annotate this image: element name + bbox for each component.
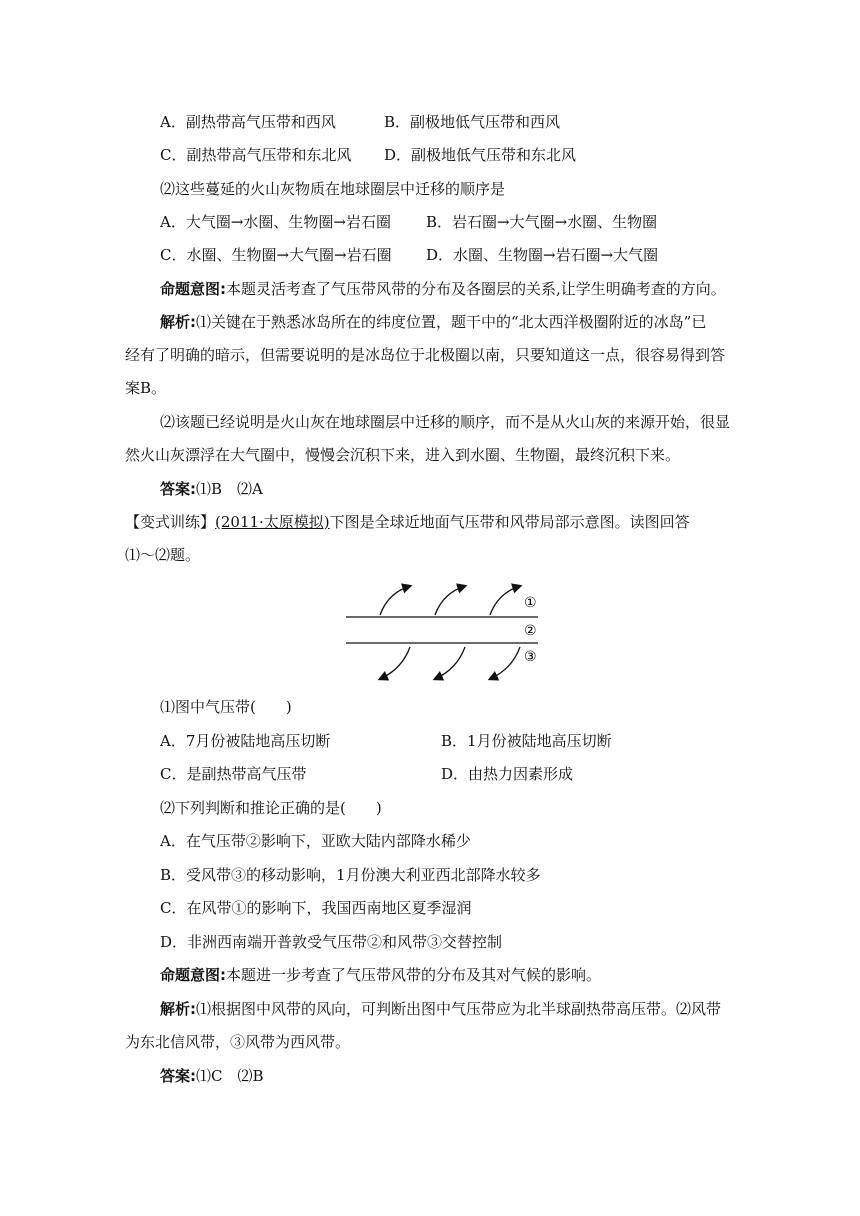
intent-2-label: 命题意图: [160,966,226,984]
answer-1-label: 答案: [160,480,196,498]
q2-option-a: A．大气圈→水圈、生物圈→岩石圈 [160,213,391,231]
wind-arrow-upper-2 [435,586,465,615]
analysis-1-line-4: ⑵该题已经说明是火山灰在地球圈层中迁移的顺序，而不是从火山灰的来源开始，很显 [160,413,731,431]
q2-option-c: C．水圈、生物圈→大气圈→岩石圈 [160,246,392,264]
intent-2-text: 本题进一步考查了气压带风带的分布及其对气候的影响。 [226,966,602,984]
variant-text: 下图是全球近地面气压带和风带局部示意图。读图回答 [329,513,690,531]
intent-1 [160,279,726,299]
analysis-2-label: 解析: [160,1000,196,1018]
vq1-option-a: A．7月份被陆地高压切断 [160,732,331,750]
diagram-label-2: ② [524,623,537,639]
intent-1-text: 本题灵活考查了气压带风带的分布及各圈层的关系,让学生明确考查的方向。 [226,280,726,298]
answer-2 [160,1066,264,1086]
answer-1 [160,479,263,499]
vq1-stem: ⑴图中气压带( ) [160,698,292,716]
vq1-option-d: D．由热力因素形成 [441,765,574,783]
variant-intro [125,512,690,532]
wind-arrow-lower-2 [435,647,465,679]
analysis-2-line-2: 为东北信风带，③风带为西风带。 [125,1033,351,1051]
wind-arrow-lower-3 [490,647,520,679]
variant-line-2: ⑴～⑵题。 [125,546,201,564]
answer-2-label: 答案: [160,1067,196,1085]
vq2-option-d: D．非洲西南端开普敦受气压带②和风带③交替控制 [160,933,503,951]
answer-1-text: ⑴B ⑵A [196,480,263,498]
vq2-option-c: C．在风带①的影响下，我国西南地区夏季湿润 [160,899,472,917]
wind-arrow-upper-3 [490,586,520,615]
variant-source: (2011·太原模拟) [215,513,330,531]
analysis-1-label: 解析: [160,313,196,331]
analysis-2-text-1: ⑴根据图中风带的风向，可判断出图中气压带应为北半球副热带高压带。⑵风带 [196,1000,722,1018]
analysis-1-line-2: 经有了明确的暗示，但需要说明的是冰岛位于北极圈以南，只要知道这一点，很容易得到答 [125,346,726,364]
analysis-2-line-1 [160,999,721,1019]
wind-arrow-lower-1 [380,647,410,679]
intent-2 [160,965,601,985]
q2-stem: ⑵这些蔓延的火山灰物质在地球圈层中迁移的顺序是 [160,180,506,198]
answer-2-text: ⑴C ⑵B [196,1067,264,1085]
diagram-label-1: ① [524,595,537,611]
vq1-option-b: B．1月份被陆地高压切断 [441,732,612,750]
pressure-belt-diagram [340,583,550,687]
vq1-option-c: C．是副热带高气压带 [160,765,307,783]
variant-bracket: 【变式训练】 [125,513,216,531]
analysis-1-line-3: 案B。 [125,379,167,397]
intent-1-label: 命题意图: [160,280,226,298]
q1-option-d: D．副极地低气压带和东北风 [384,146,577,164]
q1-option-a: A．副热带高气压带和西风 [160,113,336,131]
analysis-1-text-1: ⑴关键在于熟悉冰岛所在的纬度位置，题干中的“北太西洋极圈附近的冰岛”已 [196,313,707,331]
q2-option-b: B．岩石圈→大气圈→水圈、生物圈 [426,213,658,231]
q1-option-b: B．副极地低气压带和西风 [384,113,561,131]
q2-option-d: D．水圈、生物圈→岩石圈→大气圈 [426,246,659,264]
wind-arrow-upper-1 [380,586,410,615]
analysis-1-line-5: 然火山灰漂浮在大气圈中，慢慢会沉积下来，进入到水圈、生物圈，最终沉积下来。 [125,446,681,464]
vq2-option-a: A．在气压带②影响下，亚欧大陆内部降水稀少 [160,832,471,850]
analysis-1-line-1 [160,312,706,332]
q1-option-c: C．副热带高气压带和东北风 [160,146,352,164]
vq2-stem: ⑵下列判断和推论正确的是( ) [160,799,382,817]
diagram-label-3: ③ [524,649,537,665]
vq2-option-b: B．受风带③的移动影响，1月份澳大利亚西北部降水较多 [160,866,541,884]
